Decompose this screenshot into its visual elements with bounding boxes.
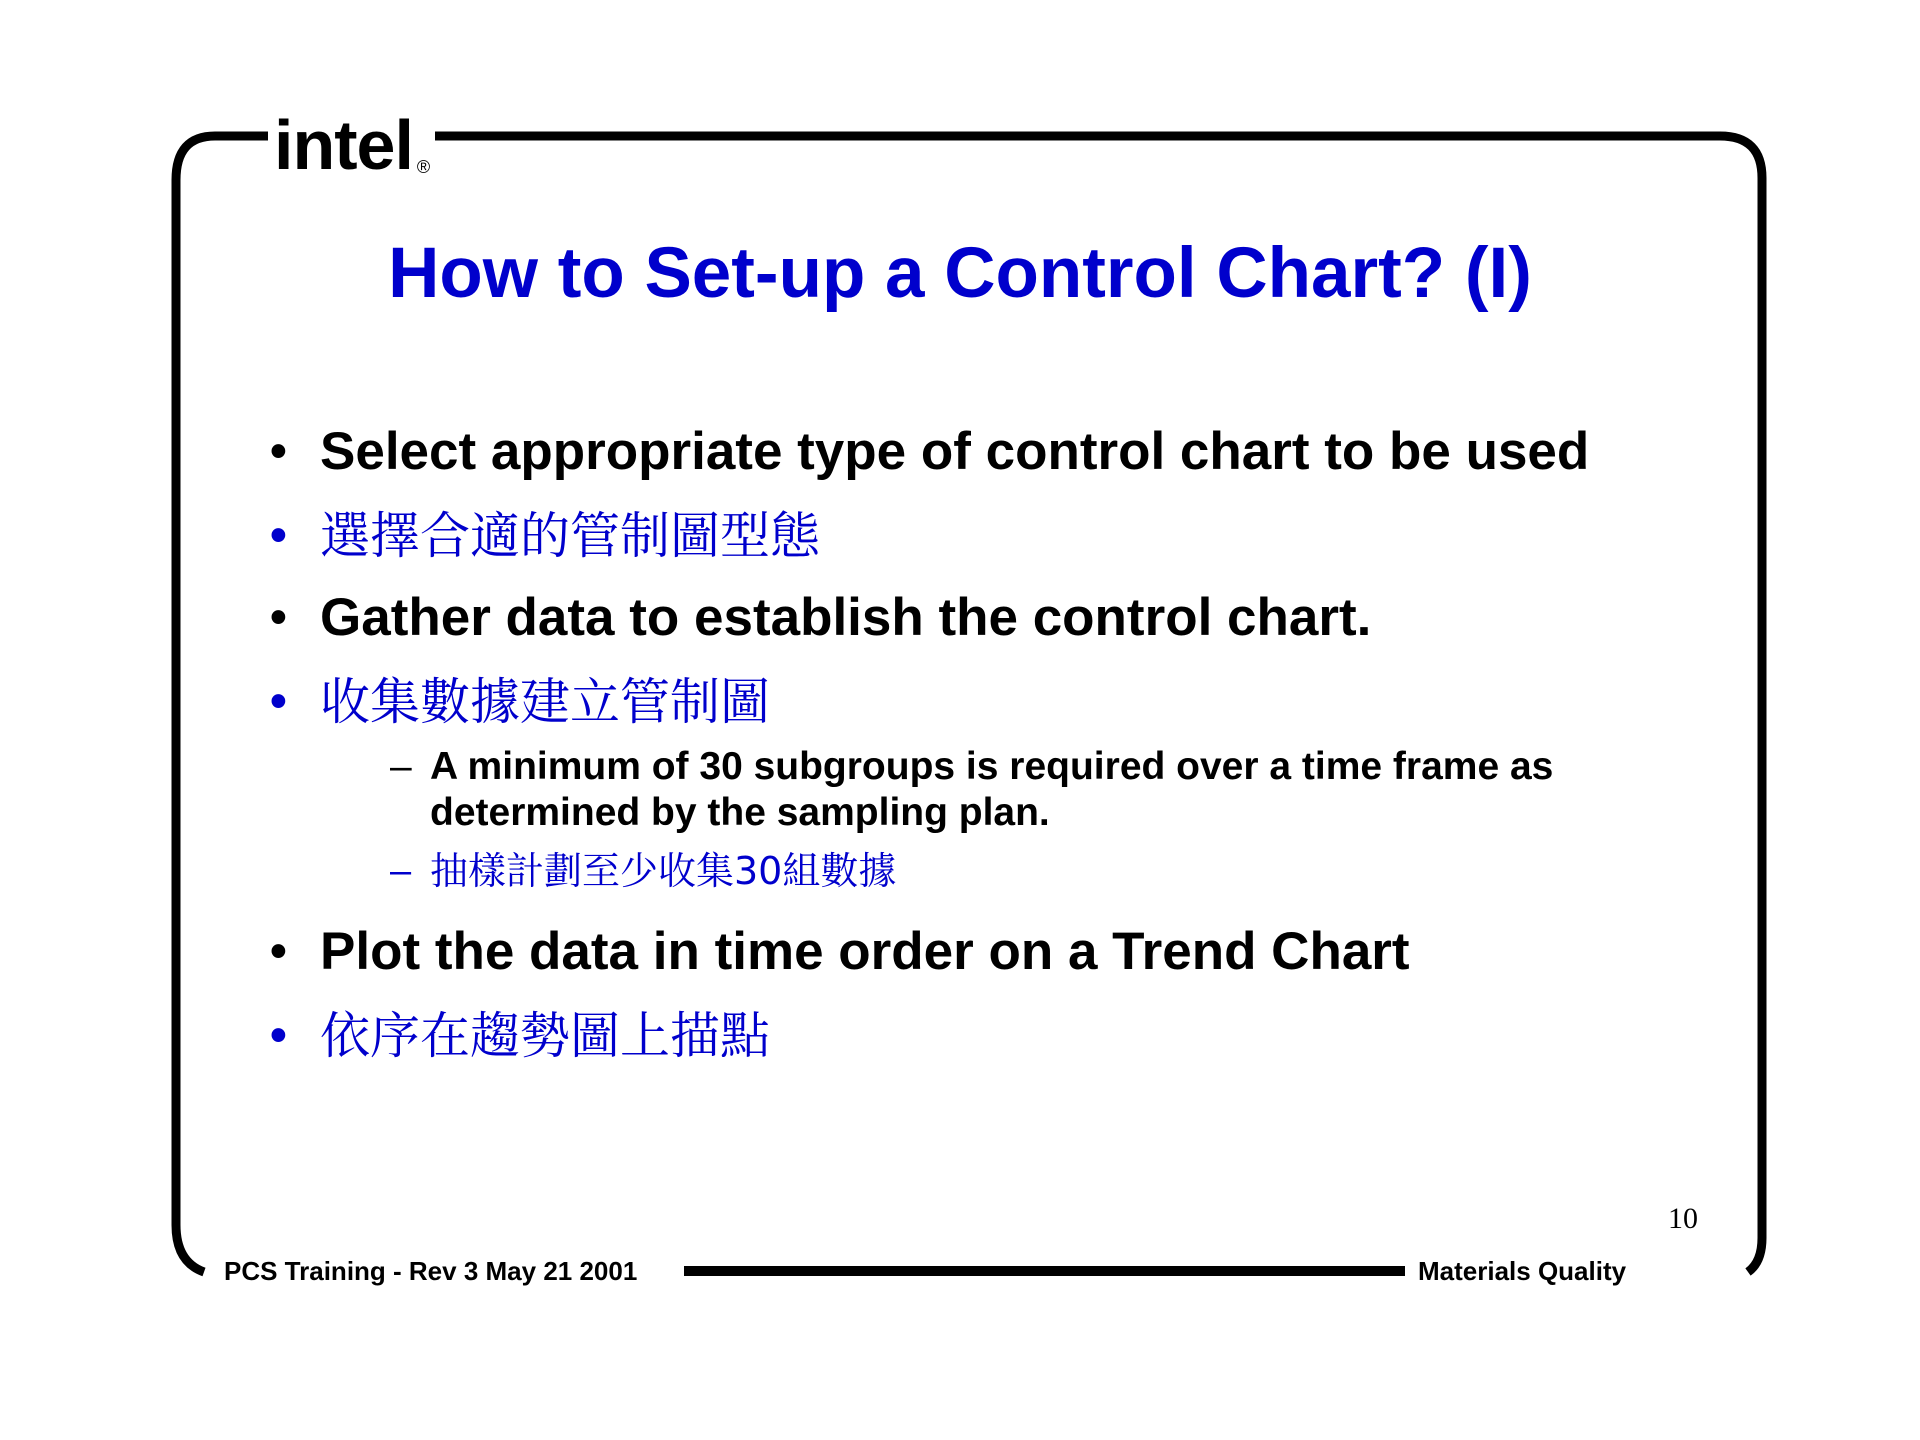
bullet-item [258,420,1678,484]
sub-bullet-text: 抽樣計劃至少收集30組數據 [430,849,897,893]
bullet-text: 收集數據建立管制圖 [320,673,770,731]
intel-logo [268,100,435,190]
bullet-text: Plot the data in time order on a Trend Chart [320,922,1410,981]
sub-bullet-marker: – [390,745,412,788]
bullet-text: 選擇合適的管制圖型態 [320,507,820,565]
bullet-item [258,670,1678,734]
bullet-marker: • [270,675,287,728]
sub-bullet-marker: – [390,850,412,892]
page-number: 10 [1668,1202,1698,1235]
sub-bullet-text: A minimum of 30 subgroups is required over a time frame as determined by the sampling plan. [430,745,1554,834]
bullet-list [258,420,1678,1086]
sub-bullet-item [390,744,1630,836]
bullet-marker: • [270,925,287,978]
logo-text: intel [274,106,413,184]
bullet-marker: • [270,509,287,562]
footer-department-label: Materials Quality [1418,1256,1627,1286]
bullet-item [258,920,1678,984]
bullet-marker: • [270,591,287,644]
bullet-text: Gather data to establish the control chart. [320,588,1372,647]
bullet-text: 依序在趨勢圖上描點 [320,1007,770,1065]
footer-course-label: PCS Training - Rev 3 May 21 2001 [224,1256,638,1286]
bullet-marker: • [270,1009,287,1062]
sub-bullet-item [390,848,1630,894]
registered-mark: ® [416,157,430,177]
bullet-item [258,1004,1678,1068]
bullet-item [258,586,1678,650]
bullet-marker: • [270,425,287,478]
bullet-item [258,504,1678,568]
bullet-text: Select appropriate type of control chart to be used [320,422,1590,481]
slide-title: How to Set-up a Control Chart? (I) [388,234,1532,313]
